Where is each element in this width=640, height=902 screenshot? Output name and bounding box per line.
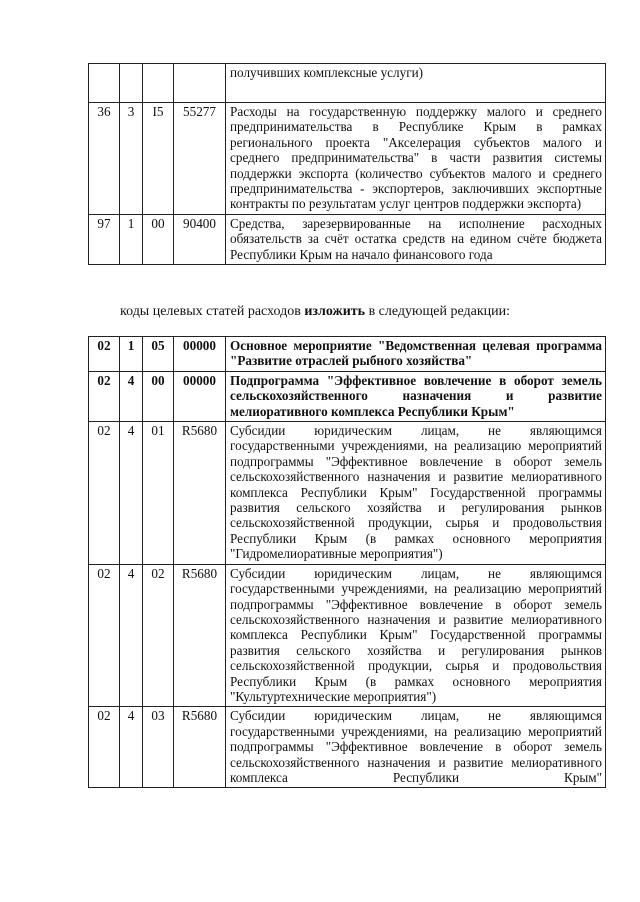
- code-subprogram: 1: [120, 337, 143, 372]
- code-program: 02: [89, 707, 120, 788]
- code-event: [143, 64, 174, 103]
- code-program: 02: [89, 422, 120, 565]
- code-program: 97: [89, 214, 120, 264]
- code-program: 02: [89, 337, 120, 372]
- code-event: 00: [143, 214, 174, 264]
- code-event: 00: [143, 371, 174, 421]
- code-program: 02: [89, 564, 120, 707]
- instruction-text: [120, 304, 510, 320]
- row-description: Средства, зарезервированные на исполнение расходных обязательств за счёт остатка средств на едином счёте бюджета Республики Крым на начало финансового года: [226, 214, 606, 264]
- row-description: Расходы на государственную поддержку малого и среднего предпринимательства в Республике Крым в рамках регионального проекта "Акселерация субъектов малого и среднего предпринимательства" в части развития системы поддержки экспорта (количество субъектов малого и среднего предпринимательства - экспортеров, заключивших экспортные контракты по результатам услуг центров поддержки экспорта): [226, 103, 606, 215]
- code-subprogram: 1: [120, 214, 143, 264]
- instruction-text-end: в следующей редакции:: [365, 304, 511, 319]
- code-direction: 00000: [174, 371, 226, 421]
- code-subprogram: 3: [120, 103, 143, 215]
- new-codes-table: [88, 336, 606, 788]
- code-direction: 55277: [174, 103, 226, 215]
- table-row: [89, 564, 606, 707]
- table-row: [89, 422, 606, 565]
- code-subprogram: 4: [120, 371, 143, 421]
- previous-codes-table: [88, 63, 606, 265]
- row-description: Субсидии юридическим лицам, не являющимся государственными учреждениями, на реализацию мероприятий подпрограммы "Эффективное вовлечение в оборот земель сельскохозяйственного назначения и развитие мелиоративного комплекса Республики Крым": [226, 707, 606, 788]
- code-program: 36: [89, 103, 120, 215]
- row-description: Субсидии юридическим лицам, не являющимся государственными учреждениями, на реализацию мероприятий подпрограммы "Эффективное вовлечение в оборот земель сельскохозяйственного назначения и развитие мелиоративного комплекса Республики Крым" Государственной программы развития сельского хозяйства и регулирования рынков сельскохозяйственной продукции, сырья и продовольствия Республики Крым (в рамках основного мероприятия "Культуртехнические мероприятия"): [226, 564, 606, 707]
- code-program: 02: [89, 371, 120, 421]
- table-row: [89, 214, 606, 264]
- code-event: 03: [143, 707, 174, 788]
- table-row: [89, 371, 606, 421]
- instruction-text-start: коды целевых статей расходов: [120, 304, 305, 319]
- code-event: 05: [143, 337, 174, 372]
- code-event: 01: [143, 422, 174, 565]
- table-row: [89, 64, 606, 103]
- code-program: [89, 64, 120, 103]
- code-direction: R5680: [174, 564, 226, 707]
- row-description: получивших комплексные услуги): [226, 64, 606, 103]
- row-description: Субсидии юридическим лицам, не являющимся государственными учреждениями, на реализацию мероприятий подпрограммы "Эффективное вовлечение в оборот земель сельскохозяйственного назначения и развитие мелиоративного комплекса Республики Крым" Государственной программы развития сельского хозяйства и регулирования рынков сельскохозяйственной продукции, сырья и продовольствия Республики Крым (в рамках основного мероприятия "Гидромелиоративные мероприятия"): [226, 422, 606, 565]
- code-event: I5: [143, 103, 174, 215]
- instruction-keyword: изложить: [304, 304, 366, 319]
- code-subprogram: 4: [120, 422, 143, 565]
- code-direction: 90400: [174, 214, 226, 264]
- row-description: Основное мероприятие "Ведомственная целевая программа "Развитие отраслей рыбного хозяйства": [226, 337, 606, 372]
- code-direction: R5680: [174, 422, 226, 565]
- code-subprogram: 4: [120, 564, 143, 707]
- code-subprogram: [120, 64, 143, 103]
- code-direction: R5680: [174, 707, 226, 788]
- code-event: 02: [143, 564, 174, 707]
- code-subprogram: 4: [120, 707, 143, 788]
- table-row: [89, 337, 606, 372]
- table-row: [89, 103, 606, 215]
- code-direction: [174, 64, 226, 103]
- table-row: [89, 707, 606, 788]
- row-description: Подпрограмма "Эффективное вовлечение в оборот земель сельскохозяйственного назначения и развитие мелиоративного комплекса Республики Крым": [226, 371, 606, 421]
- code-direction: 00000: [174, 337, 226, 372]
